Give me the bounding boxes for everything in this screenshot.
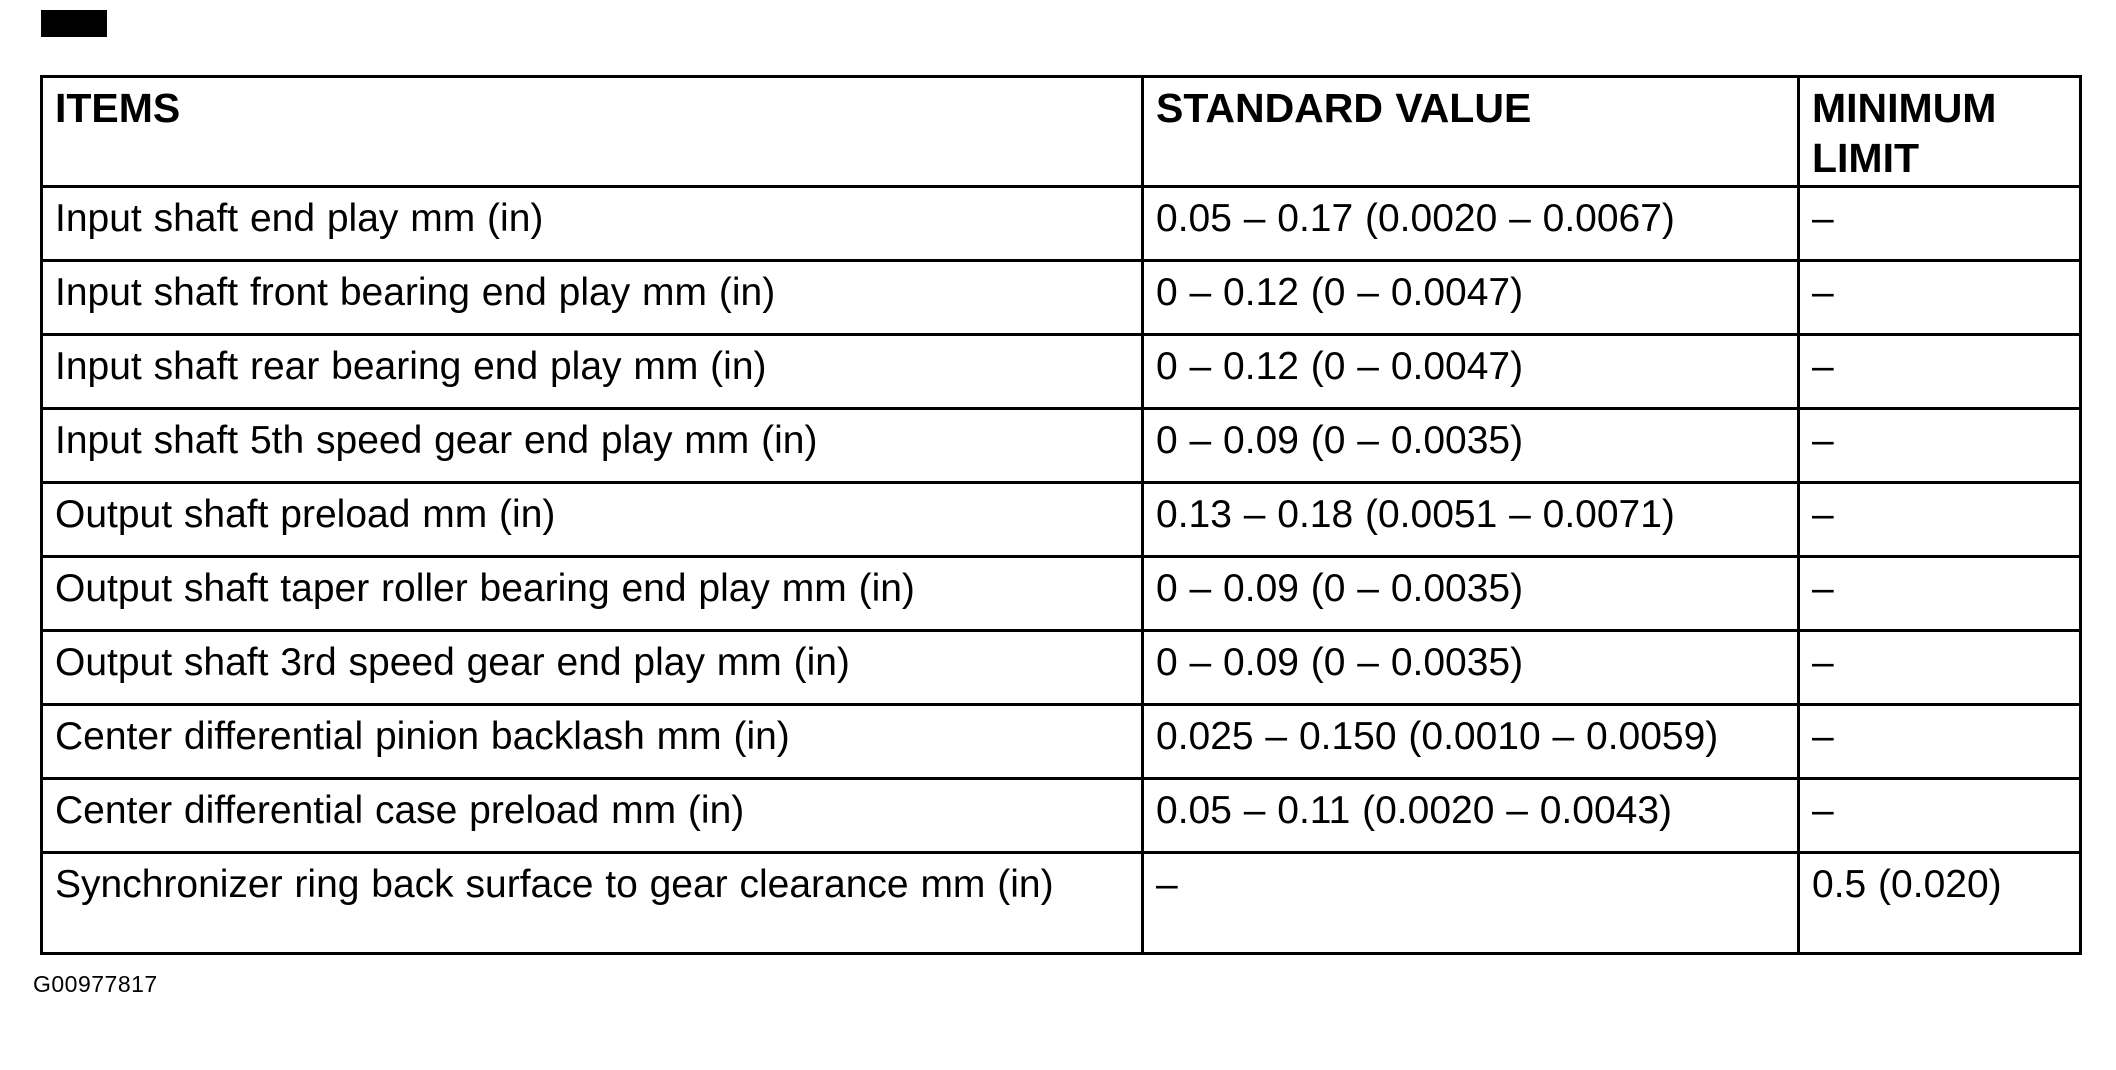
table-row <box>42 483 2081 557</box>
table-row <box>42 705 2081 779</box>
item-cell: Center differential case preload mm (in) <box>42 779 1143 853</box>
specifications-table <box>40 75 2082 955</box>
minimum-limit-cell: – <box>1799 557 2081 631</box>
minimum-limit-cell: – <box>1799 187 2081 261</box>
minimum-limit-cell: 0.5 (0.020) <box>1799 853 2081 954</box>
standard-value-cell: 0 – 0.12 (0 – 0.0047) <box>1143 261 1799 335</box>
figure-code: G00977817 <box>33 971 158 997</box>
standard-value-cell: 0 – 0.12 (0 – 0.0047) <box>1143 335 1799 409</box>
item-cell: Input shaft end play mm (in) <box>42 187 1143 261</box>
item-cell: Synchronizer ring back surface to gear clearance mm (in) <box>42 853 1143 954</box>
table-row <box>42 557 2081 631</box>
column-header-items: ITEMS <box>42 77 1143 187</box>
standard-value-cell: 0.13 – 0.18 (0.0051 – 0.0071) <box>1143 483 1799 557</box>
scan-artifact-mark <box>41 10 107 37</box>
standard-value-cell: – <box>1143 853 1799 954</box>
table-row <box>42 409 2081 483</box>
item-cell: Input shaft front bearing end play mm (in) <box>42 261 1143 335</box>
item-cell: Output shaft preload mm (in) <box>42 483 1143 557</box>
standard-value-cell: 0 – 0.09 (0 – 0.0035) <box>1143 409 1799 483</box>
minimum-limit-cell: – <box>1799 705 2081 779</box>
standard-value-cell: 0.025 – 0.150 (0.0010 – 0.0059) <box>1143 705 1799 779</box>
column-header-minimum-limit: MINIMUM LIMIT <box>1799 77 2081 187</box>
table-row <box>42 335 2081 409</box>
table-row <box>42 853 2081 954</box>
minimum-limit-cell: – <box>1799 779 2081 853</box>
minimum-limit-cell: – <box>1799 261 2081 335</box>
item-cell: Output shaft 3rd speed gear end play mm (in) <box>42 631 1143 705</box>
minimum-limit-cell: – <box>1799 335 2081 409</box>
minimum-limit-cell: – <box>1799 483 2081 557</box>
minimum-limit-cell: – <box>1799 409 2081 483</box>
item-cell: Center differential pinion backlash mm (in) <box>42 705 1143 779</box>
standard-value-cell: 0 – 0.09 (0 – 0.0035) <box>1143 631 1799 705</box>
minimum-limit-cell: – <box>1799 631 2081 705</box>
table-row <box>42 631 2081 705</box>
standard-value-cell: 0 – 0.09 (0 – 0.0035) <box>1143 557 1799 631</box>
standard-value-cell: 0.05 – 0.11 (0.0020 – 0.0043) <box>1143 779 1799 853</box>
item-cell: Input shaft 5th speed gear end play mm (in) <box>42 409 1143 483</box>
table-row <box>42 187 2081 261</box>
table-header-row <box>42 77 2081 187</box>
item-cell: Input shaft rear bearing end play mm (in) <box>42 335 1143 409</box>
standard-value-cell: 0.05 – 0.17 (0.0020 – 0.0067) <box>1143 187 1799 261</box>
table-row <box>42 779 2081 853</box>
column-header-standard-value: STANDARD VALUE <box>1143 77 1799 187</box>
item-cell: Output shaft taper roller bearing end play mm (in) <box>42 557 1143 631</box>
table-row <box>42 261 2081 335</box>
